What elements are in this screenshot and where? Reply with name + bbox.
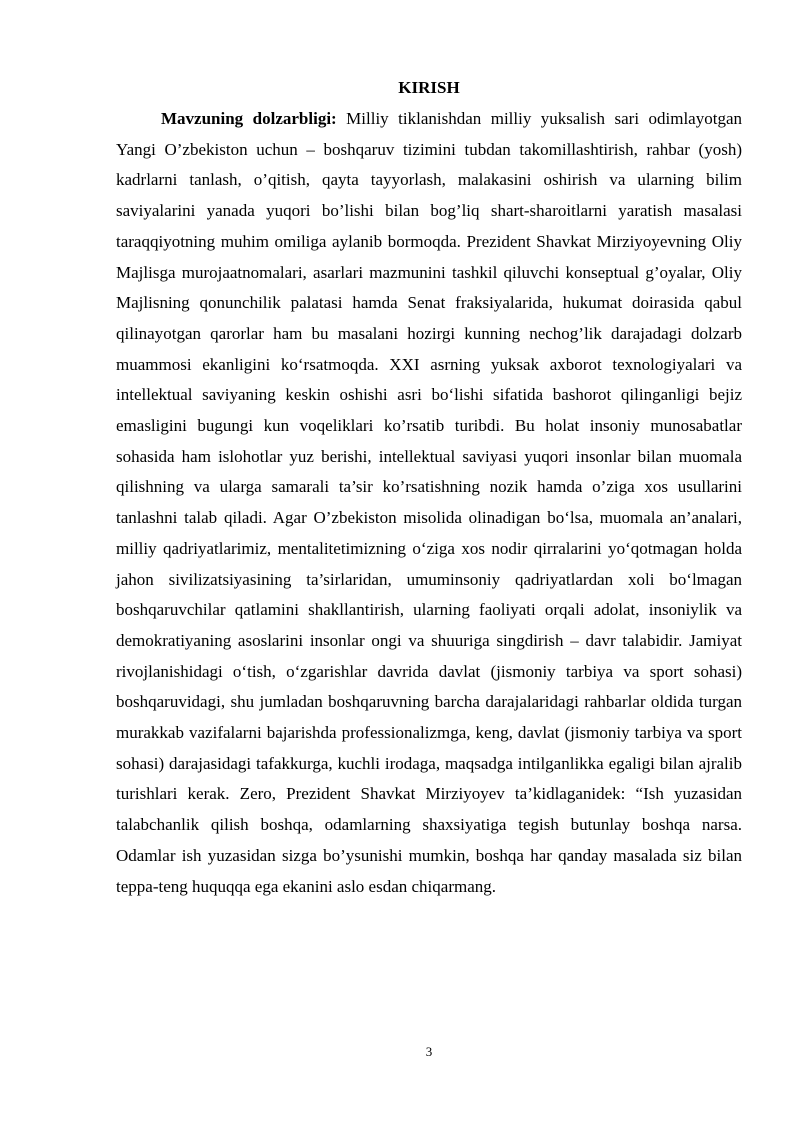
paragraph-text: Milliy tiklanishdan milliy yuksalish sari odimlayotgan Yangi O’zbekiston uchun – boshqaruv tizimini tubdan takomillashtirish, rahbar (yosh) kadrlarni tanlash, o’qitish, qayta tayyorlash, malakasini oshirish va ularning bilim saviyalarini yanada yuqori bo’lishi bilan bog’liq shart-sharoitlarni yaratish masalasi taraqqiyotning muhim omiliga aylanib bormoqda. Prezident Shavkat Mirziyoyevning Oliy Majlisga murojaatnomalari, asarlari mazmunini tashkil qiluvchi konseptual g’oyalar, Oliy Majlisning qonunchilik palatasi hamda Senat fraksiyalarida, hukumat doirasida qabul qilinayotgan qarorlar ham bu masalani hozirgi kunning nechog’lik darajadagi dolzarb muammosi ekanligini ko‘rsatmoqda. XXI asrning yuksak axborot texnologiyalari va intellektual saviyaning keskin oshishi asri bo‘lishi sifatida bashorot qilinganligi bejiz emasligini bugungi kun voqeliklari ko’rsatib turibdi. Bu holat insoniy munosabatlar sohasida ham islohotlar yuz berishi, intellektual saviyasi yuqori insonlar bilan muomala qilishning va ularga samarali ta’sir ko’rsatishning nozik hamda o’ziga xos usullarini tanlashni talab qiladi. Agar O’zbekiston misolida olinadigan bo‘lsa, muomala an’analari, milliy qadriyatlarimiz, mentalitetimizning o‘ziga xos nodir qirralarini yo‘qotmagan holda jahon sivilizatsiyasining ta’sirlaridan, umuminsoniy qadriyatlardan xoli bo‘lmagan boshqaruvchilar qatlamini shakllantirish, ularning faoliyati orqali adolat, insoniylik va demokratiyaning asoslarini insonlar ongi va shuuriga singdirish – davr talabidir. Jamiyat rivojlanishidagi o‘tish, o‘zgarishlar davrida davlat (jismoniy tarbiya va sport sohasi) boshqaruvidagi, shu jumladan boshqaruvning barcha darajalaridagi rahbarlar oldida turgan murakkab vazifalarni bajarishda professionalizmga, keng, davlat (jismoniy tarbiya va sport sohasi) darajasidagi tafakkurga, kuchli irodaga, maqsadga intilganlikka egaligi bilan ajralib turishlari kerak. Zero, Prezident Shavkat Mirziyoyev ta’kidlaganidek: “Ish yuzasidan talabchanlik qilish boshqa, odamlarning shaxsiyatiga tegish butunlay boshqa narsa. Odamlar ish yuzasidan sizga bo’ysunishi mumkin, boshqa har qanday masalada siz bilan teppa-teng huquqqa ega ekanini aslo esdan chiqarmang. (116, 109, 742, 896)
section-heading: KIRISH (398, 78, 460, 97)
page-number: 3 (425, 1044, 433, 1059)
body-paragraph (116, 104, 742, 902)
paragraph-lead: Mavzuning dolzarbligi: (161, 109, 337, 128)
